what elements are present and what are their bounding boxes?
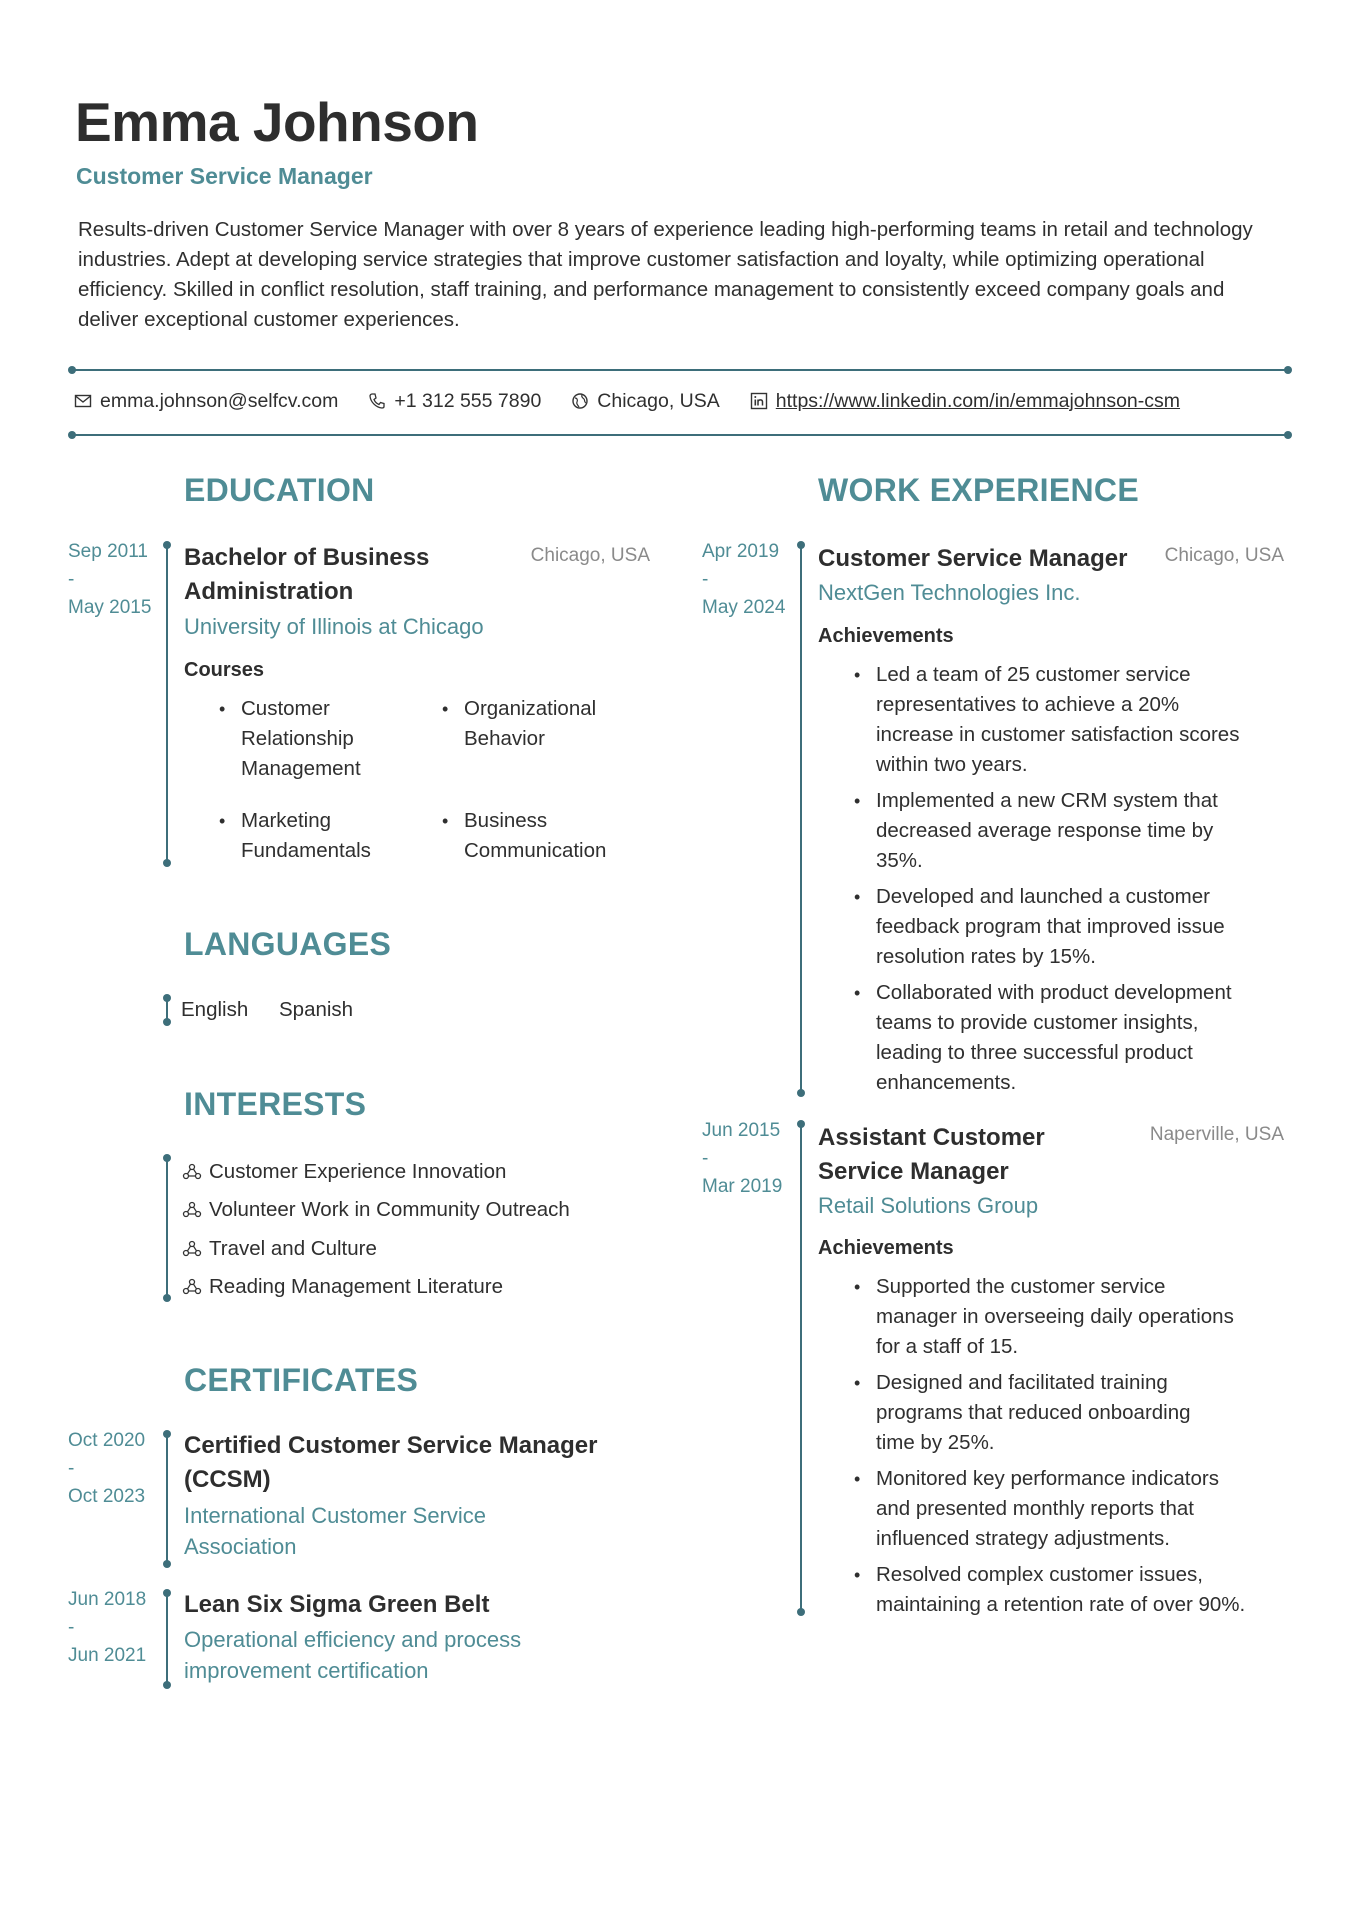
company-name: NextGen Technologies Inc. (818, 580, 1081, 605)
interest-icon (182, 1201, 202, 1219)
certificates-heading: CERTIFICATES (184, 1362, 419, 1398)
achievement-item: • Designed and facilitated training programs that reduced onboarding time by 25%. (876, 1368, 1296, 1458)
interest-item: Volunteer Work in Community Outreach (182, 1198, 570, 1222)
course-item: • Organizational Behavior (464, 694, 596, 754)
location-text: Chicago, USA (597, 389, 720, 412)
certificate-timeline (166, 1592, 168, 1686)
candidate-name: Emma Johnson (75, 91, 479, 153)
certificate-issuer: International Customer Service Association (184, 1503, 487, 1559)
job-dates: Apr 2019 - May 2024 (702, 541, 786, 618)
courses-label: Courses (184, 659, 265, 681)
education-dates: Sep 2011 - May 2015 (68, 541, 152, 618)
phone-text: +1 312 555 7890 (394, 389, 542, 412)
interest-icon (182, 1278, 202, 1296)
achievement-list (876, 1272, 1296, 1626)
phone-icon (368, 392, 386, 410)
languages-heading: LANGUAGES (184, 926, 392, 962)
linkedin-link[interactable]: https://www.linkedin.com/in/emmajohnson-csm (775, 389, 1181, 412)
candidate-role: Customer Service Manager (76, 163, 373, 189)
certificate-name: Certified Customer Service Manager (CCSM) (184, 1432, 598, 1493)
course-item: • Marketing Fundamentals (241, 806, 371, 866)
education-location: Chicago, USA (530, 545, 650, 566)
language-item: Spanish (279, 998, 354, 1021)
globe-icon (571, 392, 589, 410)
interest-item: Reading Management Literature (182, 1275, 503, 1299)
job-location: Naperville, USA (1149, 1124, 1284, 1145)
certificate-name: Lean Six Sigma Green Belt (184, 1591, 490, 1618)
divider-top (71, 369, 1289, 371)
school-name: University of Illinois at Chicago (184, 614, 484, 639)
envelope-icon (74, 392, 92, 410)
interest-item: Travel and Culture (182, 1237, 377, 1261)
education-timeline (166, 544, 168, 864)
email-text: emma.johnson@selfcv.com (100, 389, 339, 412)
job-location: Chicago, USA (1164, 545, 1284, 566)
interest-icon (182, 1163, 202, 1181)
company-name: Retail Solutions Group (818, 1193, 1039, 1218)
achievement-item: • Collaborated with product development teams to provide customer insights, leading to three successful product enhancements. (876, 978, 1296, 1098)
contact-email[interactable] (74, 390, 338, 413)
degree-title: Bachelor of Business Administration (184, 544, 430, 605)
course-item: • Business Communication (464, 806, 606, 866)
divider-bottom (71, 434, 1289, 436)
languages-timeline (166, 997, 168, 1023)
contact-location (571, 390, 719, 413)
language-item: English (181, 998, 249, 1021)
achievement-item: • Implemented a new CRM system that decreased average response time by 35%. (876, 786, 1296, 876)
job-timeline (800, 1123, 802, 1613)
work-heading: WORK EXPERIENCE (818, 472, 1139, 508)
achievement-item: • Led a team of 25 customer service representatives to achieve a 20% increase in customer satisfaction scores within two years. (876, 660, 1296, 780)
certificate-issuer: Operational efficiency and process improvement certification (184, 1627, 522, 1683)
profile-summary: Results-driven Customer Service Manager with over 8 years of experience leading high-performing teams in retail and technology industries. Adept at developing service strategies that improve customer satisfaction and loyalty, while optimizing operational efficiency. Skilled in conflict resolution, staff training, and performance management to consistently exceed company goals and deliver exceptional customer experiences. (78, 218, 1253, 331)
achievements-label: Achievements (818, 625, 954, 647)
achievement-item: • Supported the customer service manager in overseeing daily operations for a staff of 15. (876, 1272, 1296, 1362)
interests-heading: INTERESTS (184, 1086, 367, 1122)
achievement-item: • Developed and launched a customer feedback program that improved issue resolution rates by 15%. (876, 882, 1296, 972)
contact-bar (74, 388, 1210, 414)
achievement-item: • Monitored key performance indicators and presented monthly reports that influenced strategy adjustments. (876, 1464, 1296, 1554)
linkedin-icon (750, 392, 768, 410)
contact-linkedin[interactable] (750, 390, 1180, 413)
achievements-label: Achievements (818, 1237, 954, 1259)
certificate-timeline (166, 1433, 168, 1565)
job-title: Assistant Customer Service Manager (818, 1124, 1045, 1185)
achievement-item: • Resolved complex customer issues, maintaining a retention rate of over 90%. (876, 1560, 1296, 1620)
job-timeline (800, 544, 802, 1094)
contact-phone[interactable] (368, 390, 541, 413)
certificate-dates: Oct 2020 - Oct 2023 (68, 1430, 146, 1507)
job-dates: Jun 2015 - Mar 2019 (702, 1120, 783, 1197)
interest-icon (182, 1240, 202, 1258)
achievement-list (876, 660, 1296, 1104)
job-title: Customer Service Manager (818, 545, 1128, 572)
education-heading: EDUCATION (184, 472, 375, 508)
course-item: • Customer Relationship Management (241, 694, 361, 784)
interest-item: Customer Experience Innovation (182, 1160, 506, 1184)
interests-timeline (166, 1157, 168, 1299)
certificate-dates: Jun 2018 - Jun 2021 (68, 1589, 147, 1666)
